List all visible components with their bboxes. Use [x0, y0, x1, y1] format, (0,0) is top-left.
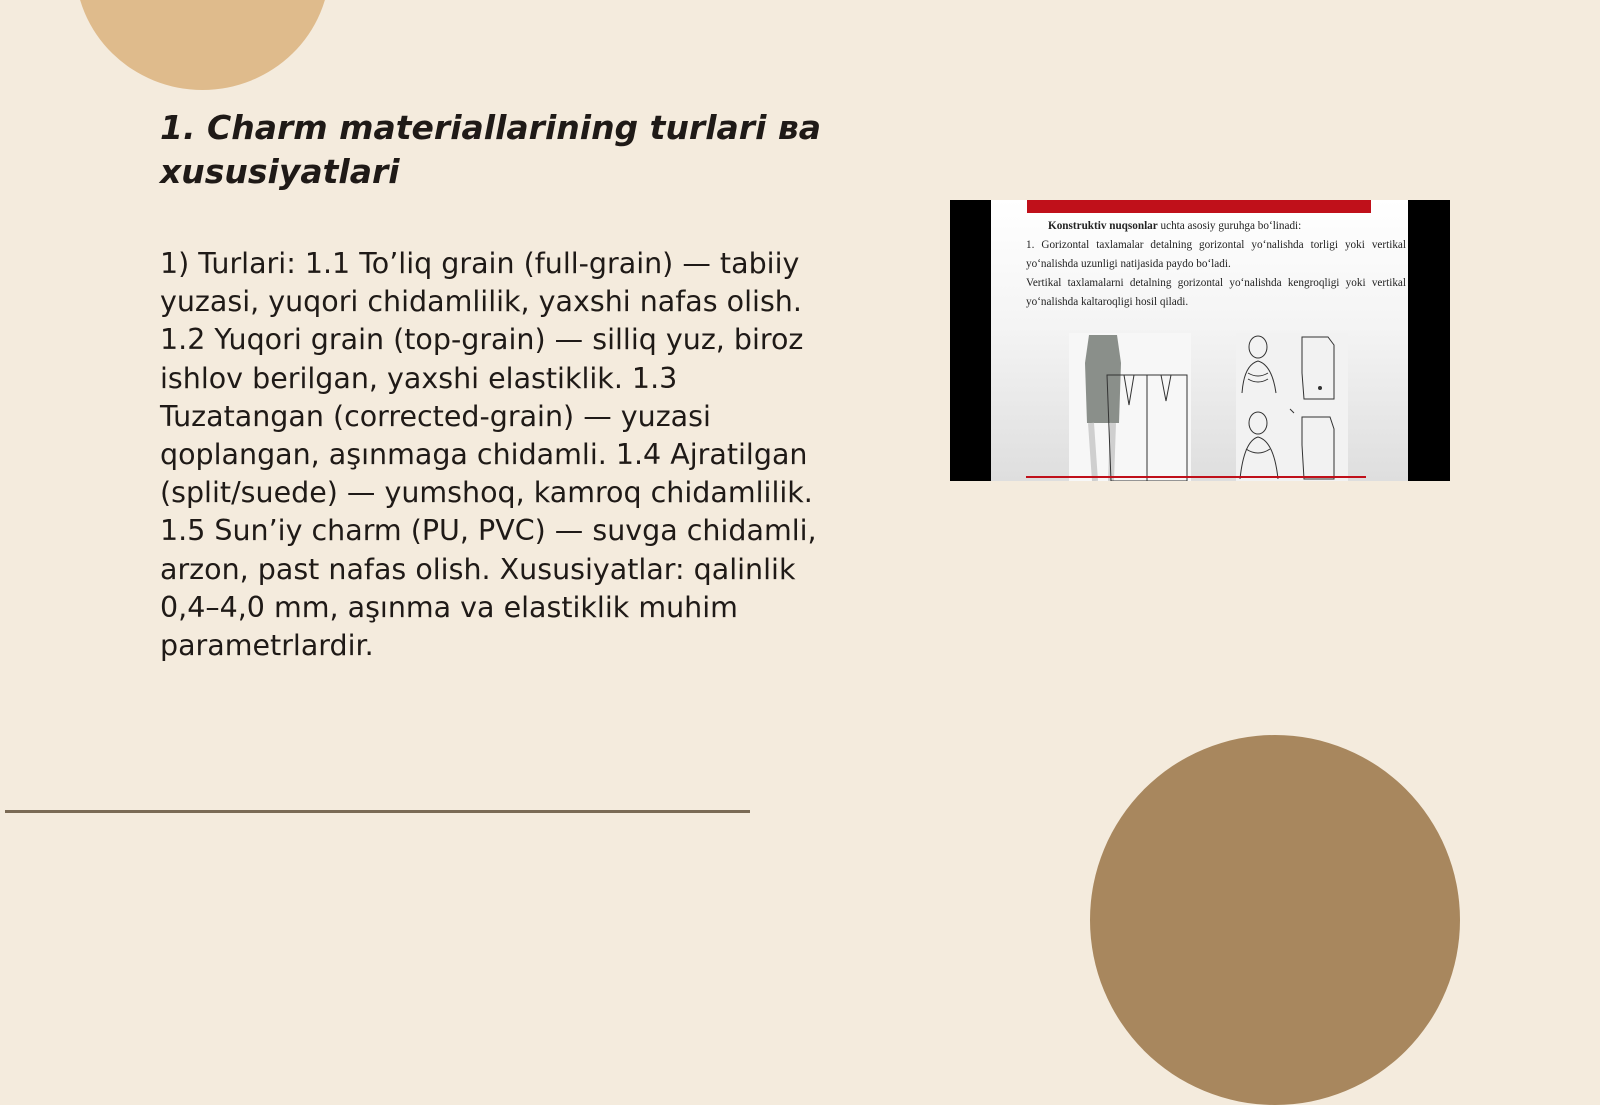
figure-line-1: 1. Gorizontal taxlamalar detalning gorizontal yo‘nalishda torligi yoki vertikal yo‘nalishda uzunligi natijasida paydo bo‘ladi.	[1026, 239, 1406, 270]
figure-bottom-line	[1026, 476, 1366, 478]
figure-line-2: Vertikal taxlamalarni detalning gorizontal yo‘nalishda kengroqligi yoki vertikal yo‘nalishda kaltaroqligi hosil qiladi.	[1026, 277, 1406, 308]
figure-page	[991, 200, 1408, 481]
figure-text	[1026, 217, 1406, 312]
figure-heading-bold: Konstruktiv nuqsonlar	[1048, 220, 1158, 232]
decorative-circle-top	[75, 0, 330, 90]
decorative-circle-bottom	[1090, 735, 1460, 1105]
slide-body-text: 1) Turlari: 1.1 To’liq grain (full-grain) — tabiiy yuzasi, yuqori chidamlilik, yaxshi nafas olish. 1.2 Yuqori grain (top-grain) — silliq yuz, biroz ishlov berilgan, yaxshi elastiklik. 1.3 Tuzatangan (corrected-grain) — yuzasi qoplangan, aşınmaga chidamli. 1.4 Ajratilgan (split/suede) — yumshoq, kamroq chidamlilik. 1.5 Sun’iy charm (PU, PVC) — suvga chidamli, arzon, past nafas olish. Xususiyatlar: qalinlik 0,4–4,0 mm, aşınma va elastiklik muhim parametrlardir.	[160, 247, 817, 663]
blouse-defect-sketch	[1236, 333, 1348, 481]
figure-image	[950, 200, 1450, 481]
figure-red-bar	[1027, 200, 1371, 213]
divider-line	[5, 810, 750, 813]
skirt-pattern-sketch	[1069, 333, 1193, 481]
figure-heading-rest: uchta asosiy guruhga bo‘linadi:	[1157, 220, 1302, 232]
slide-title: 1. Charm materiallarining turlari ва xususiyatlari	[160, 108, 822, 191]
